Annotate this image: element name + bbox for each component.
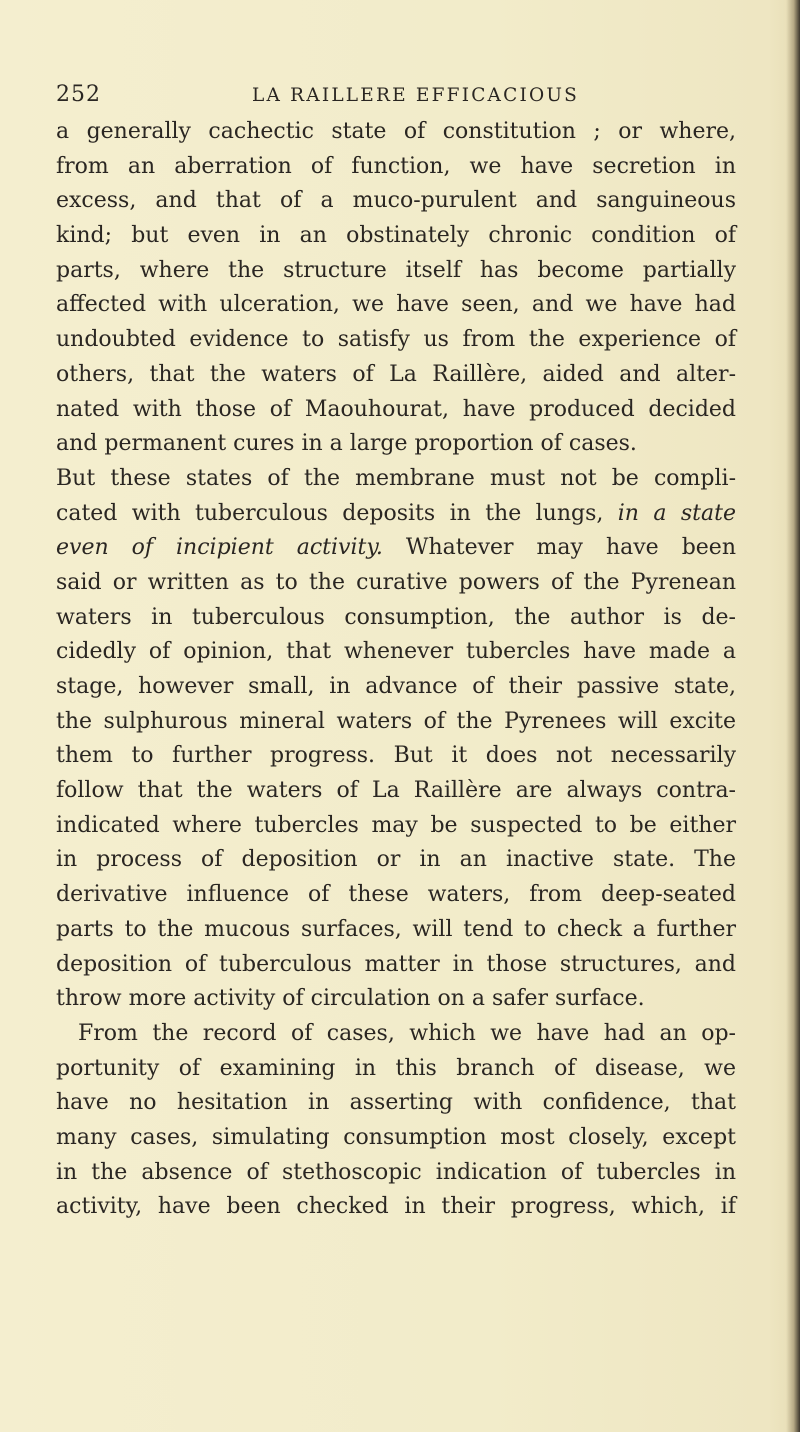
text-line: indicated where tubercles may be suspected to be either <box>56 812 736 838</box>
text-line: the sulphurous mineral waters of the Pyrenees will excite <box>56 708 736 734</box>
text-line: from an aberration of function, we have secretion in <box>56 153 736 179</box>
text-line: activity, have been checked in their progress, which, if <box>56 1194 736 1220</box>
text-line: parts, where the structure itself has become partially <box>56 257 736 283</box>
text-segment: Whatever may have been <box>405 535 736 561</box>
text-line: in process of deposition or in an inactive state. The <box>56 847 736 873</box>
text-line-with-italic <box>56 531 736 566</box>
italic-phrase: in a state <box>617 500 736 526</box>
text-line: cidedly of opinion, that whenever tubercles have made a <box>56 639 736 665</box>
text-line: kind; but even in an obstinately chronic condition of <box>56 223 736 249</box>
text-line: have no hesitation in asserting with confidence, that <box>56 1090 736 1116</box>
text-line: others, that the waters of La Raillère, aided and alter- <box>56 361 736 387</box>
text-line: throw more activity of circulation on a safer surface. <box>56 986 645 1012</box>
text-segment: cated with tuberculous deposits in the lungs, <box>56 500 604 526</box>
text-line: them to further progress. But it does not necessarily <box>56 743 736 769</box>
text-line: and permanent cures in a large proportion of cases. <box>56 431 637 457</box>
text-line: portunity of examining in this branch of disease, we <box>56 1055 736 1081</box>
page-gutter-shadow <box>786 0 800 1432</box>
text-line: From the record of cases, which we have had an op- <box>78 1020 736 1046</box>
text-line: in the absence of stethoscopic indication of tubercles in <box>56 1159 736 1185</box>
text-line: a generally cachectic state of constitution ; or where, <box>56 119 736 144</box>
text-line: affected with ulceration, we have seen, and we have had <box>56 292 736 318</box>
text-line: waters in tuberculous consumption, the author is de- <box>56 604 736 630</box>
text-line: stage, however small, in advance of their passive state, <box>56 674 736 699</box>
text-line: follow that the waters of La Raillère are always contra- <box>56 778 736 804</box>
text-line: nated with those of Maouhourat, have produced decided <box>56 396 736 422</box>
page-number: 252 <box>56 82 101 107</box>
page-header <box>56 82 756 112</box>
text-line: said or written as to the curative powers of the Pyrenean <box>56 569 736 595</box>
text-line-with-italic <box>56 497 736 532</box>
text-line: excess, and that of a muco-purulent and sanguineous <box>56 188 736 214</box>
text-line: derivative influence of these waters, from deep-seated <box>56 882 736 908</box>
text-line: many cases, simulating consumption most closely, except <box>56 1124 736 1150</box>
running-title: LA RAILLERE EFFICACIOUS <box>252 85 580 106</box>
text-line: undoubted evidence to satisfy us from the experience of <box>56 327 736 353</box>
body-text <box>56 115 736 1225</box>
text-line: But these states of the membrane must not be compli- <box>56 465 736 491</box>
text-line: parts to the mucous surfaces, will tend to check a further <box>56 916 736 942</box>
italic-phrase: even of incipient activity. <box>56 535 383 561</box>
text-line: deposition of tuberculous matter in those structures, and <box>56 951 736 977</box>
